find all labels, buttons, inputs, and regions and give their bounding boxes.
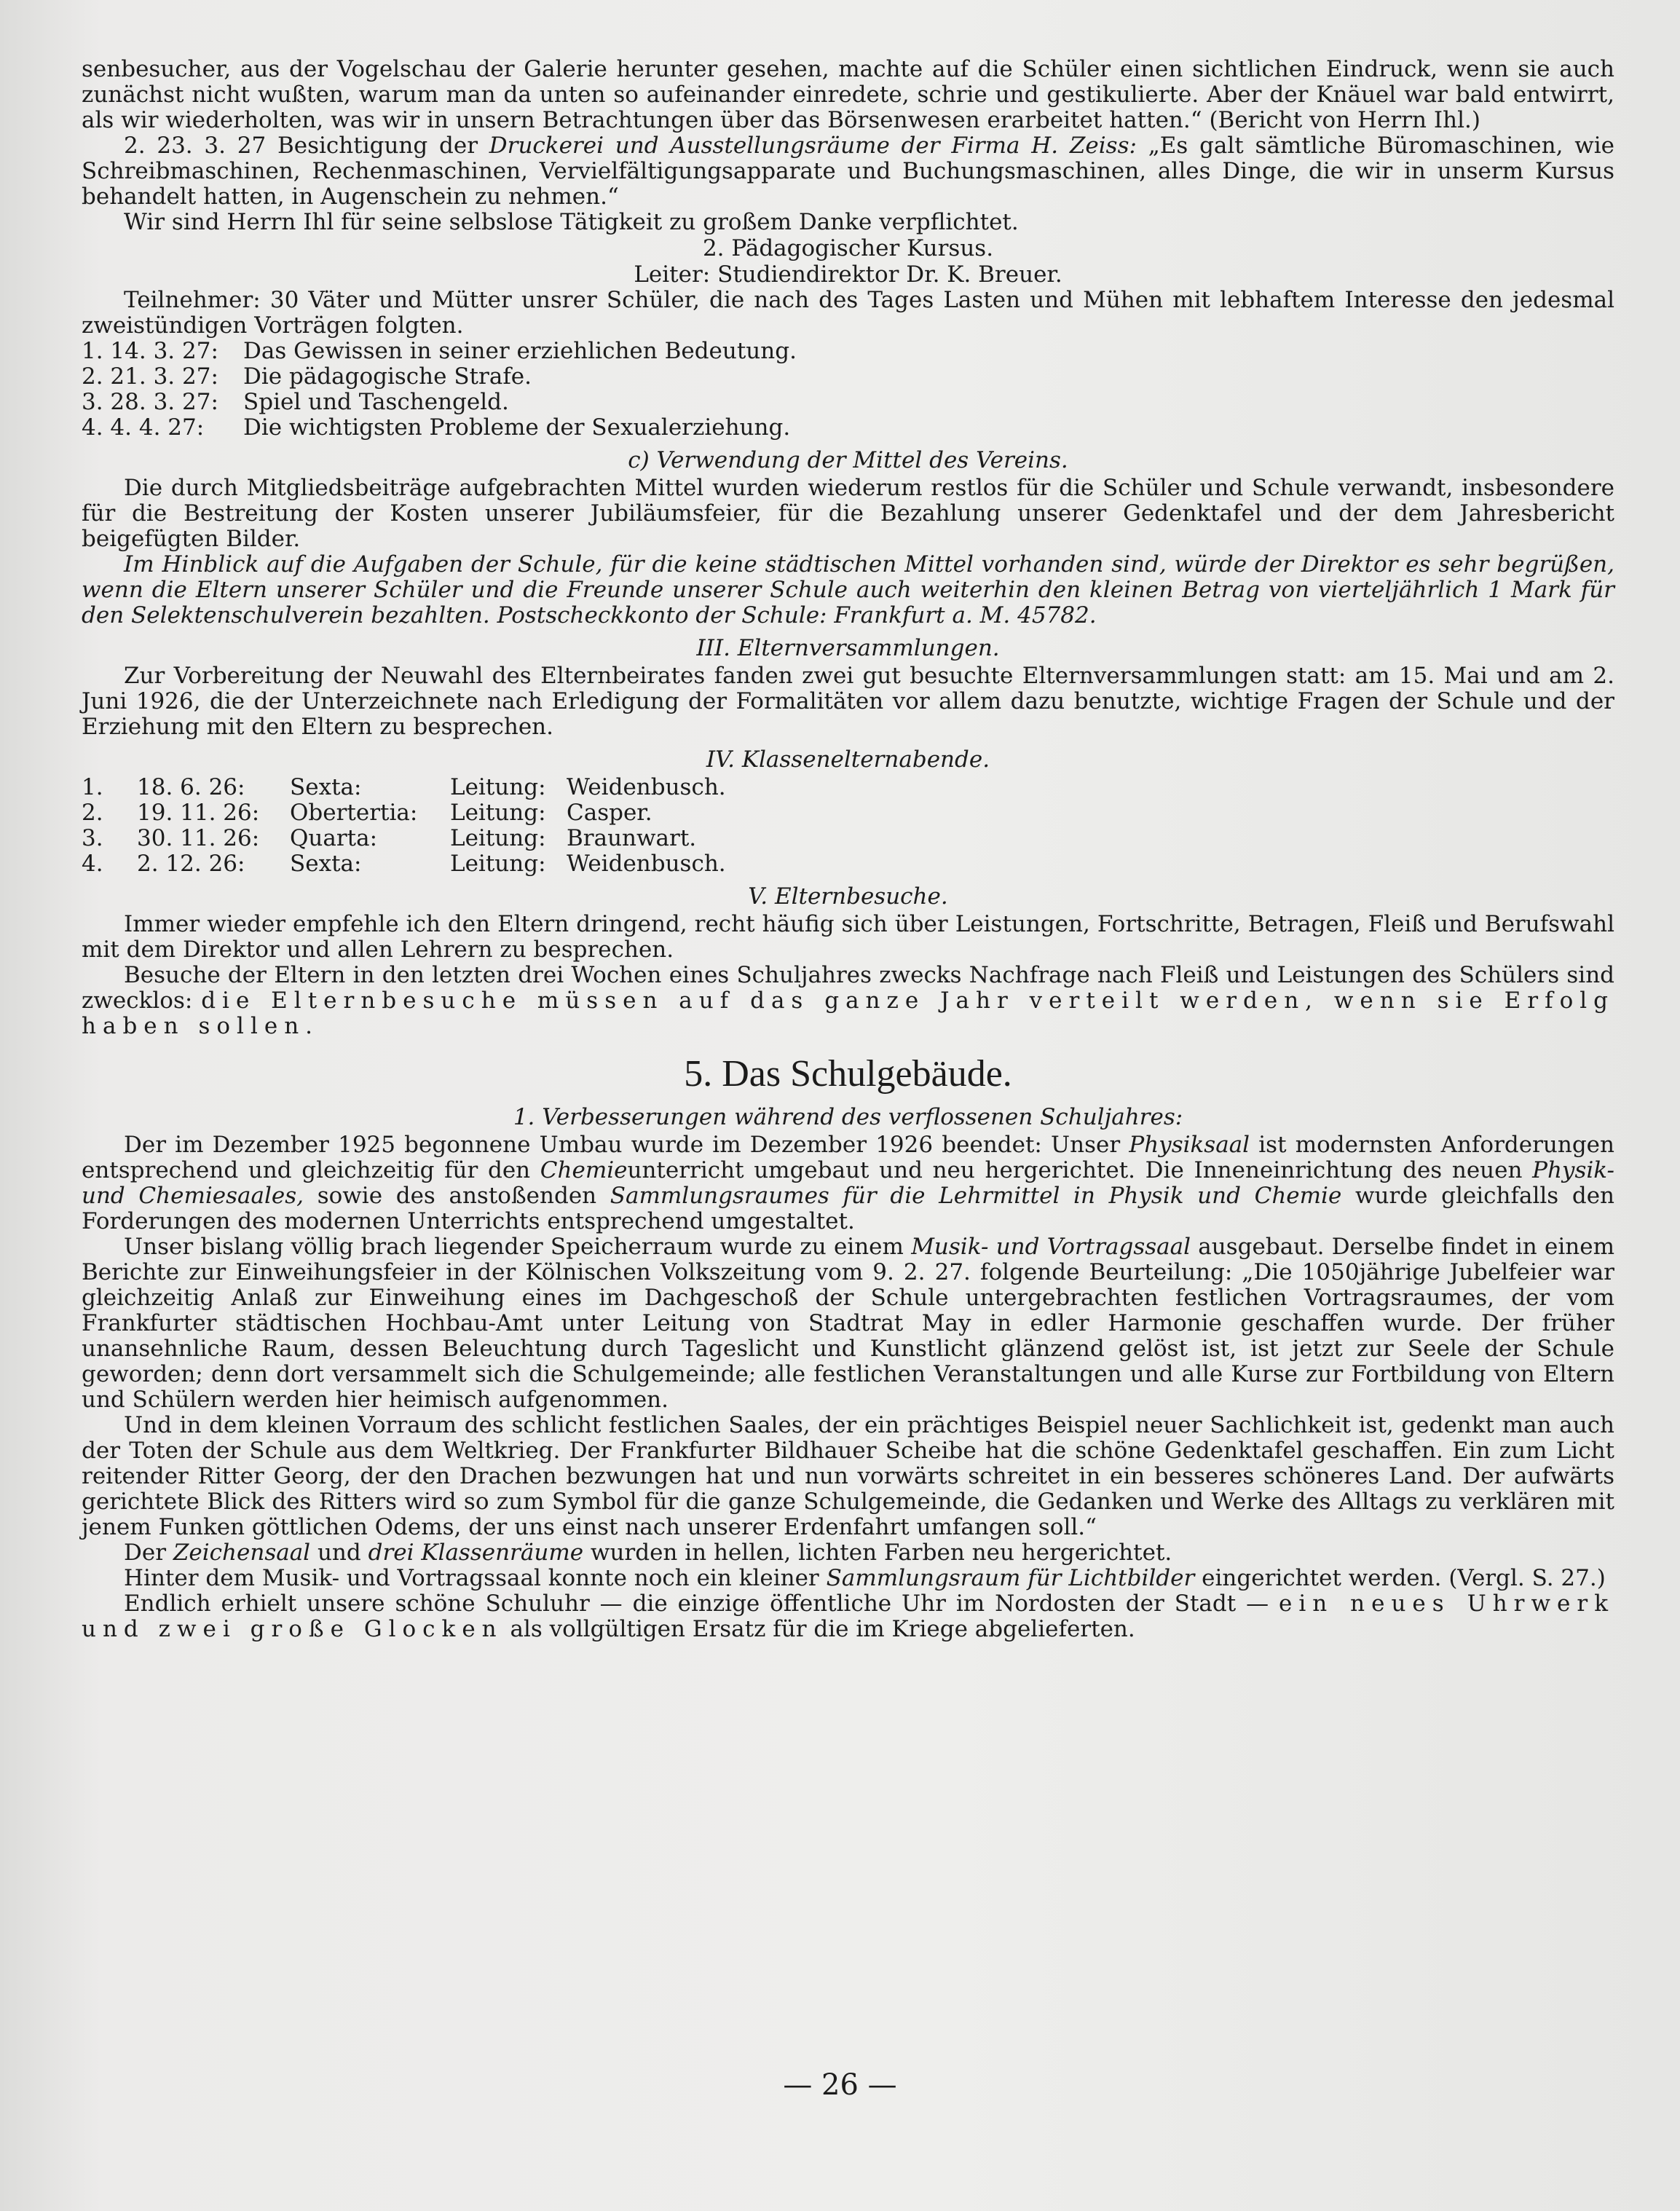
verwendung-paragraph: Die durch Mitgliedsbeiträge aufgebrachten Mittel wurden wiederum restlos für die Schüler und Schule verwandt, insbesondere für die Bestreitung der Kosten unserer Jubiläumsfeier, für die Bezahlung unserer Gedenktafel und der dem Jahresbericht beigefügten Bilder.: [82, 475, 1614, 552]
schulgebaeude-subheading: 1. Verbesserungen während des verflossenen Schuljahres:: [513, 1104, 1183, 1130]
paragraph-lichtbilder: Hinter dem Musik- und Vortragssaal konnte noch ein kleiner Sammlungsraum für Lichtbilder eingerichtet werden. (Vergl. S. 27.): [124, 1565, 1606, 1591]
elternversammlungen-paragraph: Zur Vorbereitung der Neuwahl des Elternbeirates fanden zwei gut besuchte Elternversammlungen statt: am 15. Mai und am 2. Juni 1926, die der Unterzeichnete nach Erledigung der Formalitäten vor allem dazu benutzte, wichtige Fragen der Schule und der Erziehung mit den Eltern zu besprechen.: [82, 663, 1614, 740]
paragraph-vortragssaal: Unser bislang völlig brach liegender Speicherraum wurde zu einem Musik- und Vortragssaal ausgebaut. Derselbe findet in einem Berichte zur Einweihungsfeier in der Kölnischen Volkszeitung vom 9. 2. 27. folgende Beurteilung: „Die 1050jährige Jubelfeier war gleichzeitig Anlaß zur Einweihung eines im Dachgeschoß der Schule untergebrachten festlichen Vortragsraumes, der vom Frankfurter städtischen Hochbau-Amt unter Leitung von Stadtrat May in edler Harmonie geschaffen wurde. Der früher unansehnliche Raum, dessen Beleuchtung durch Tageslicht und Kunstlicht glänzend gelöst ist, ist jetzt zur Seele der Schule geworden; denn dort versammelt sich die Schulgemeinde; alle festlichen Veranstaltungen und alle Kurse zur Fortbildung von Eltern und Schülern werden hier heimisch aufgenommen.: [82, 1234, 1614, 1413]
kursus-list: [82, 339, 1614, 441]
elternbesuche-warning: Besuche der Eltern in den letzten drei Wochen eines Schuljahres zwecks Nachfrage nach Fleiß und Leistungen des Schülers sind zwecklos: die Elternbesuche müssen auf das ganze Jahr verteilt werden, wenn sie Erfolg haben sollen.: [82, 962, 1614, 1039]
paragraph-physiksaal: Der im Dezember 1925 begonnene Umbau wurde im Dezember 1926 beendet: Unser Physiksaal ist modernsten Anforderungen entsprechend und gleichzeitig für den Chemieunterricht umgebaut und neu hergerichtet. Die Inneneinrichtung des neuen Physik- und Chemiesaales, sowie des anstoßenden Sammlungsraumes für die Lehrmittel in Physik und Chemie wurde gleichfalls den Forderungen des modernen Unterrichts entsprechend umgestaltet.: [82, 1132, 1615, 1234]
kursus-intro: Teilnehmer: 30 Väter und Mütter unsrer Schüler, die nach des Tages Lasten und Mühen mit lebhaftem Interesse den jedesmal zweistündigen Vorträgen folgten.: [82, 287, 1614, 339]
elternbesuche-paragraph: Immer wieder empfehle ich den Eltern dringend, recht häufig sich über Leistungen, Fortschritte, Betragen, Fleiß und Berufswahl mit dem Direktor und allen Lehrern zu besprechen.: [82, 911, 1614, 963]
list-item: 3. 28. 3. 27: Spiel und Taschengeld.: [82, 389, 509, 415]
kursus-leader: Leiter: Studiendirektor Dr. K. Breuer.: [634, 261, 1062, 288]
paragraph-thanks: Wir sind Herrn Ihl für seine selbslose Tätigkeit zu großem Danke verpflichtet.: [124, 209, 1019, 235]
list-item: 1. 14. 3. 27: Das Gewissen in seiner erziehlichen Bedeutung.: [82, 338, 797, 364]
list-item: 4. 4. 4. 27: Die wichtigsten Probleme der Sexualerziehung.: [82, 414, 791, 441]
elternbesuche-heading: V. Elternbesuche.: [748, 883, 948, 910]
page-number: — 26 —: [783, 2068, 897, 2102]
table-row: 1. 18. 6. 26: Sexta: Leitung: Weidenbusch.: [82, 774, 726, 800]
verwendung-appeal: Im Hinblick auf die Aufgaben der Schule, für die keine städtischen Mittel vorhanden sind, würde der Direktor es sehr begrüßen, wenn die Eltern unserer Schüler und die Freunde unserer Schule auch weiterhin den kleinen Betrag von vierteljährlich 1 Mark für den Selektenschulverein bezahlten. Postscheckkonto der Schule: Frankfurt a. M. 45782.: [82, 551, 1614, 628]
paragraph-zeiss-visit: 2. 23. 3. 27 Besichtigung der Druckerei und Ausstellungsräume der Firma H. Zeiss: „Es galt sämtliche Büromaschinen, wie Schreibmaschinen, Rechenmaschinen, Vervielfältigungsapparate und Buchungsmaschinen, alles Dinge, die wir in unserm Kursus behandelt hatten, in Augenschein zu nehmen.“: [82, 133, 1614, 210]
table-row: 4. 2. 12. 26: Sexta: Leitung: Weidenbusch.: [82, 851, 726, 877]
section-title-schulgebaeude: 5. Das Schulgebäude.: [684, 1053, 1012, 1095]
paragraph-schuluhr: Endlich erhielt unsere schöne Schuluhr — die einzige öffentliche Uhr im Nordosten der Stadt — ein neues Uhrwerk und zwei große Glocken als vollgültigen Ersatz für die im Kriege abgelieferten.: [82, 1591, 1614, 1642]
kursus-title: 2. Pädagogischer Kursus.: [702, 235, 994, 261]
verwendung-heading: c) Verwendung der Mittel des Vereins.: [628, 447, 1068, 473]
paragraph-boersenbesuch: senbesucher, aus der Vogelschau der Galerie herunter gesehen, machte auf die Schüler einen sichtlichen Eindruck, wenn sie auch zunächst nicht wußten, warum man da unten so aufeinander einredete, schrie und gestikulierte. Aber der Knäuel war bald entwirrt, als wir wiederholten, was wir in unsern Betrachtungen über das Börsenwesen erarbeitet hatten.“ (Bericht von Herrn Ihl.): [82, 56, 1614, 133]
table-row: 3. 30. 11. 26: Quarta: Leitung: Braunwart.: [82, 825, 697, 851]
paragraph-gedenktafel: Und in dem kleinen Vorraum des schlicht festlichen Saales, der ein prächtiges Beispiel neuer Sachlichkeit ist, gedenkt man auch der Toten der Schule aus dem Weltkrieg. Der Frankfurter Bildhauer Scheibe hat die schöne Gedenktafel geschaffen. Ein zum Licht reitender Ritter Georg, der den Drachen bezwungen hat und nun vorwärts schreitet in ein besseres schöneres Land. Der aufwärts gerichtete Blick des Ritters wird so zum Symbol für die ganze Schulgemeinde, die Gedanken und Werke des Alltags zu verklären mit jenem Funken göttlichen Odems, der uns einst nach unserer Erdenfahrt umfangen soll.“: [82, 1412, 1614, 1540]
elternversammlungen-heading: III. Elternversammlungen.: [696, 635, 1000, 661]
paragraph-zeichensaal: Der Zeichensaal und drei Klassenräume wurden in hellen, lichten Farben neu hergerichtet.: [124, 1540, 1172, 1566]
table-row: 2. 19. 11. 26: Obertertia: Leitung: Casper.: [82, 800, 652, 826]
klassenelternabende-heading: IV. Klassenelternabende.: [706, 746, 990, 773]
klassenelternabende-table: [82, 775, 1614, 877]
list-item: 2. 21. 3. 27: Die pädagogische Strafe.: [82, 363, 532, 390]
